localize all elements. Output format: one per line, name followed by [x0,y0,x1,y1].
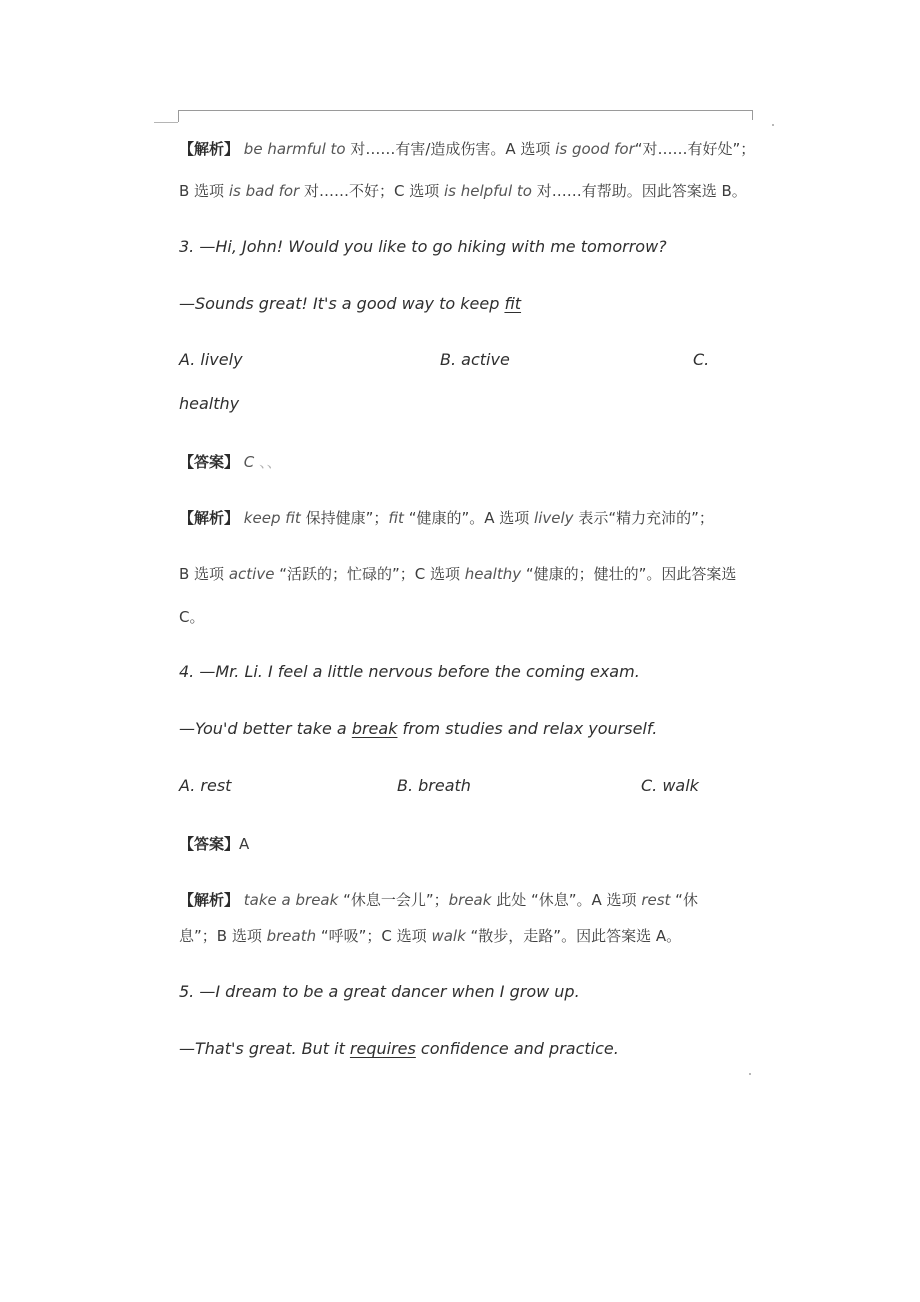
text: “对……有好处”； [634,140,756,158]
question-5: 5. —I dream to be a great dancer when I grow up. [179,982,580,1001]
text: “休 [670,891,698,909]
term: break [448,891,492,909]
answer-line [179,833,249,854]
analysis-tag: 【解析】 [179,140,240,158]
term: walk [431,927,466,945]
text: “散步，走路”。因此答案选 A。 [465,927,682,945]
text: 保持健康”； [300,509,389,527]
page-frame-top [178,110,752,111]
analysis-line [179,889,698,910]
analysis-tag: 【解析】 [179,891,240,909]
term: is good for [555,140,635,158]
text: “休息一会儿”； [338,891,449,909]
keyword: break [351,719,398,738]
text: B 选项 [179,565,229,583]
reply-text: from studies and relax yourself. [397,719,658,738]
text: 对……不好；C 选项 [299,182,444,200]
reply-text: confidence and practice. [415,1039,619,1058]
analysis-line [179,563,736,584]
analysis-line [179,925,681,946]
term: breath [266,927,317,945]
reply-text: —Sounds great! It's a good way to keep [179,294,505,313]
keyword: fit [504,294,522,313]
term: lively [534,509,574,527]
reply-text: —That's great. But it [179,1039,350,1058]
text: “健康的；健壮的”。因此答案选 [521,565,737,583]
crop-dot [749,1073,751,1075]
term: is bad for [228,182,300,200]
analysis-line: C。 [179,608,205,626]
answer-value: C [243,453,255,471]
reply-5 [179,1039,619,1058]
crop-mark [154,122,178,123]
reply-3 [179,294,521,313]
text: 对……有害/造成伤害。A 选项 [345,140,556,158]
text: “健康的”。A 选项 [403,509,535,527]
crop-dot [772,124,774,126]
term: active [228,565,275,583]
option-c-label: C. [693,350,710,369]
text: “活跃的；忙碌的”；C 选项 [274,565,465,583]
term: be harmful to [243,140,346,158]
keyword: requires [349,1039,416,1058]
term: healthy [464,565,522,583]
reply-4 [179,719,657,738]
text: “呼吸”；C 选项 [316,927,432,945]
option-b: B. active [440,350,510,369]
analysis-line [179,507,714,528]
answer-trail: 、、 [259,453,282,471]
question-3: 3. —Hi, John! Would you like to go hiking with me tomorrow? [179,237,667,256]
answer-tag: 【答案】 [179,453,240,471]
analysis-tag: 【解析】 [179,509,240,527]
term: is helpful to [444,182,532,200]
term: take a break [243,891,339,909]
page-frame-left [178,110,179,122]
reply-text: —You'd better take a [179,719,352,738]
analysis-line [179,138,755,159]
option-b: B. breath [397,776,471,795]
option-c-word: healthy [179,394,240,413]
text: 息”；B 选项 [179,927,267,945]
answer-line [179,451,282,472]
answer-value: A [239,835,250,853]
option-c: C. walk [641,776,699,795]
answer-tag: 【答案】 [179,835,240,853]
term: rest [641,891,671,909]
term: fit [388,509,404,527]
text: B 选项 [179,182,229,200]
text: 此处 “休息”。A 选项 [491,891,642,909]
text: 表示“精力充沛的”； [573,509,714,527]
term: keep fit [243,509,301,527]
page-frame-right [752,110,753,120]
option-a: A. lively [179,350,243,369]
question-4: 4. —Mr. Li. I feel a little nervous before the coming exam. [179,662,640,681]
analysis-line [179,180,747,201]
text: 对……有帮助。因此答案选 B。 [531,182,747,200]
option-a: A. rest [179,776,232,795]
